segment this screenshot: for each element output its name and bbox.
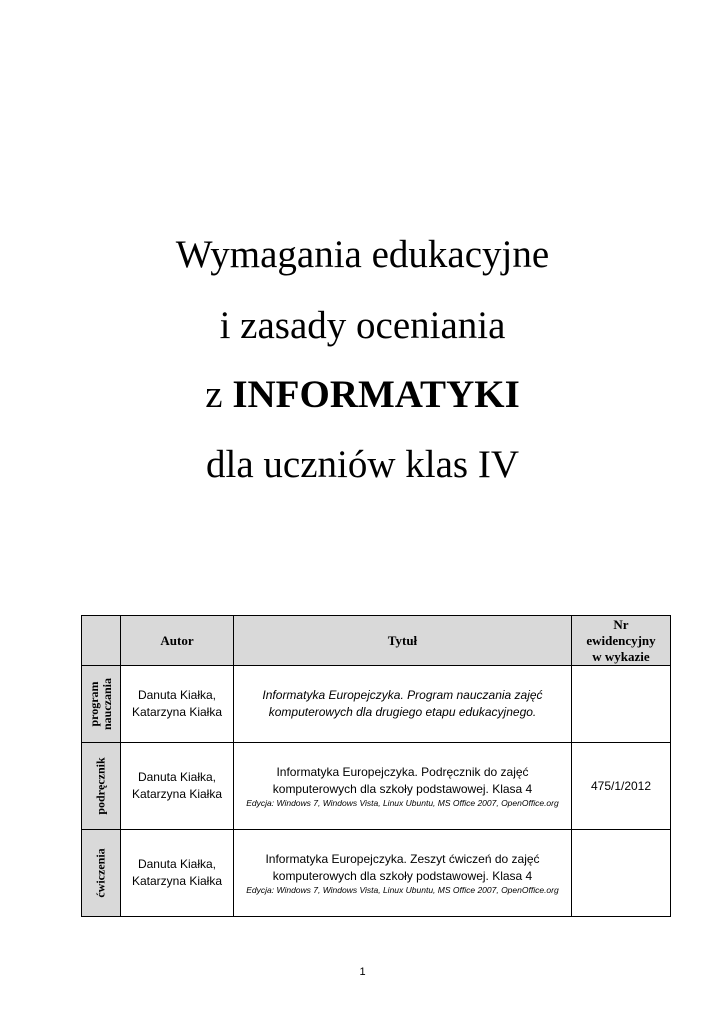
table-row: [82, 666, 671, 743]
header-author: Autor: [121, 616, 234, 666]
category-label: [95, 757, 108, 814]
category-cell: [82, 830, 121, 917]
author-cell: [121, 743, 234, 830]
author-line2: Katarzyna Kiałka: [131, 705, 223, 719]
table-row: [82, 743, 671, 830]
title-line-3-prefix: z: [205, 373, 223, 416]
category-cell: [82, 666, 121, 743]
books-table: [81, 615, 671, 917]
header-title: Tytuł: [234, 616, 572, 666]
nr-cell: [572, 666, 671, 743]
book-title-line1: Informatyka Europejczyka. Zeszyt ćwiczeń do zajęć: [265, 851, 540, 866]
author-line1: Danuta Kiałka,: [137, 857, 217, 871]
book-title-line2: komputerowych dla szkoły podstawowej. Klasa 4: [272, 781, 533, 796]
category-label: [95, 848, 108, 897]
title-line-1: Wymagania edukacyjne: [175, 233, 550, 276]
nr-cell: [572, 830, 671, 917]
author-cell: [121, 666, 234, 743]
title-line-3: [0, 372, 725, 418]
book-title-line1: Informatyka Europejczyka. Program nauczania zajęć: [262, 688, 543, 702]
page-number: 1: [359, 966, 366, 978]
book-title-cell: [234, 743, 572, 830]
header-nr: [572, 616, 671, 666]
title-line-2: i zasady oceniania: [219, 304, 506, 347]
title-line-4: dla uczniów klas IV: [206, 443, 519, 486]
author-line1: Danuta Kiałka,: [137, 688, 217, 702]
author-line2: Katarzyna Kiałka: [131, 787, 223, 801]
category-label-line1: program: [87, 681, 101, 727]
book-title-cell: [234, 830, 572, 917]
nr-cell: 475/1/2012: [572, 743, 671, 830]
book-title-line2: komputerowych dla szkoły podstawowej. Klasa 4: [272, 868, 533, 883]
book-title-line1: Informatyka Europejczyka. Podręcznik do zajęć: [276, 764, 529, 779]
book-title-cell: [234, 666, 572, 743]
book-title-line2: komputerowych dla drugiego etapu edukacyjnego.: [268, 705, 537, 719]
edition-note: Edycja: Windows 7, Windows Vista, Linux Ubuntu, MS Office 2007, OpenOffice.org: [246, 884, 559, 895]
header-empty-cell: [82, 616, 121, 666]
category-label: [88, 678, 114, 730]
header-nr-line2: ewidencyjny: [586, 632, 656, 648]
category-label-line2: nauczania: [100, 677, 114, 731]
edition-note: Edycja: Windows 7, Windows Vista, Linux Ubuntu, MS Office 2007, OpenOffice.org: [246, 797, 559, 808]
category-label-line1: podręcznik: [93, 757, 108, 815]
author-cell: [121, 830, 234, 917]
table-row: [82, 830, 671, 917]
category-label-line1: ćwiczenia: [93, 848, 108, 898]
author-line2: Katarzyna Kiałka: [131, 874, 223, 888]
header-nr-line3: w wykazie: [592, 648, 650, 664]
author-line1: Danuta Kiałka,: [137, 770, 217, 784]
category-cell: [82, 743, 121, 830]
subject-name: INFORMATYKI: [232, 373, 520, 416]
table-header-row: [82, 616, 671, 666]
header-nr-line1: Nr: [613, 616, 629, 632]
